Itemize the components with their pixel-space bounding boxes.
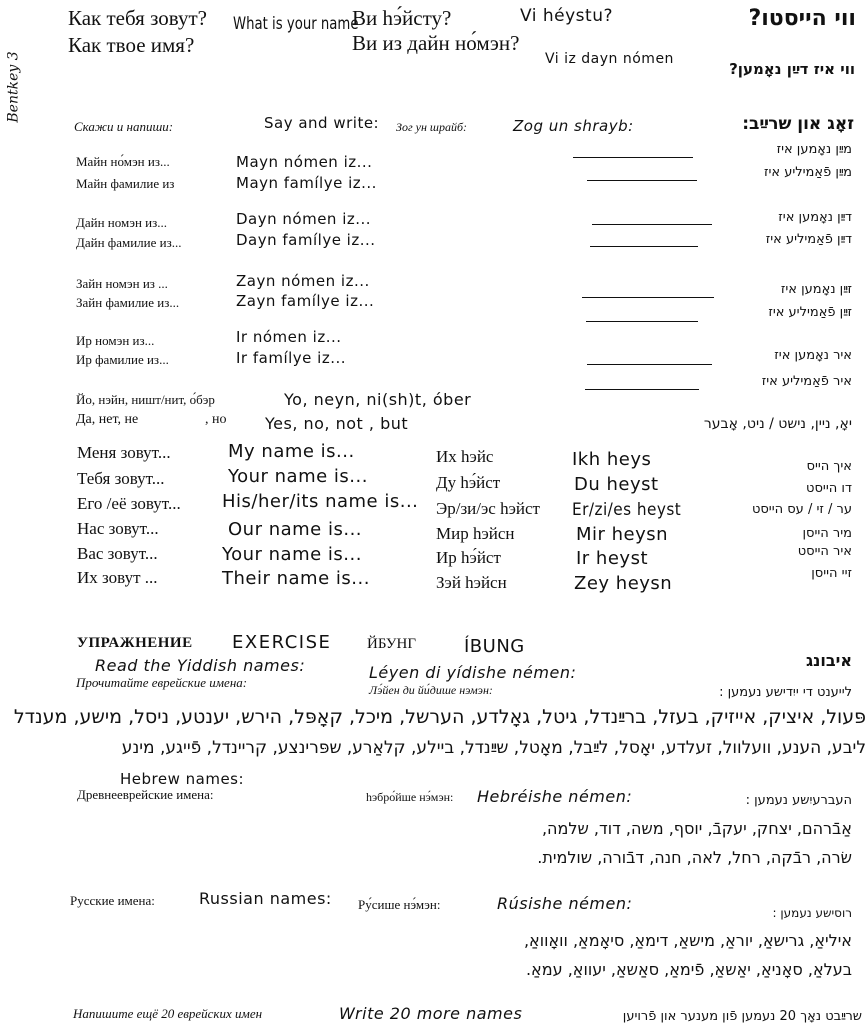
- header-yiddish-cyrillic-question-2: Ви из дайн но́мэн?: [352, 31, 520, 55]
- fill-blank-line[interactable]: [587, 180, 697, 181]
- conj-hebrew: איר הייסט: [797, 544, 852, 559]
- conj-translit: Zey heysn: [574, 573, 673, 594]
- yes-no-en: Yes, no, not , but: [265, 414, 409, 433]
- footer-ru: Напишите ещё 20 еврейских имен: [73, 1006, 263, 1021]
- header-translit-question-2: Vi iz dayn nómen: [545, 51, 674, 67]
- yiddish-names-line-2: ליבע, הענע, וועלוול, זעלדע, יאָסל, לײַבל, מאָטל, שײַנדל, ביילע, קלאַרע, שפּרינצע, קריינדל, פֿייגע, מינע: [121, 740, 866, 757]
- conj-en: Your name is...: [228, 466, 368, 487]
- yiddish-names-line-1: פּעול, איציק, אייזיק, בעזל, ברײַנדל, גיטל, גאָלדע, הערשל, מיכל, קאָפּל, הירש, יענטע, ניסל, מישע, מענדל: [13, 708, 866, 727]
- russian-names-en: Russian names:: [199, 889, 332, 908]
- fill-row-translit-familye: Ir famílye iz...: [236, 349, 346, 367]
- header-hebrew-question-1: ווי הייסטו?: [748, 6, 856, 31]
- conj-translit: Mir heysn: [576, 524, 669, 545]
- fill-row-ru-familye: Майн фамилие из: [76, 176, 175, 191]
- russian-names-hebrew: רוסישע נעמען :: [772, 906, 852, 920]
- conj-hebrew: זיי הייסן: [811, 566, 852, 581]
- conj-en: My name is...: [228, 441, 355, 462]
- yes-no-ru-but: , но: [205, 412, 227, 427]
- conj-en: Our name is...: [228, 519, 363, 540]
- conj-en: His/her/its name is...: [222, 491, 419, 512]
- exercise-heading-hebrew: איבונג: [805, 651, 852, 670]
- conj-cyr: Зэй hэйсн: [436, 573, 507, 592]
- hebrew-names-line-2: שׂרה, רבֿקה, רחל, לאה, חנה, דבֿורה, שולמית.: [537, 848, 852, 867]
- conj-hebrew: איך הייס: [806, 459, 852, 474]
- fill-row-ru-familye: Дайн фамилие из...: [76, 235, 182, 250]
- conj-cyr: Мир hэйсн: [436, 524, 515, 543]
- exercise-heading-translit: ÍBUNG: [464, 636, 525, 657]
- hebrew-names-hebrew: העברעיִשע נעמען :: [745, 793, 852, 808]
- fill-row-translit-nomen: Dayn nómen iz...: [236, 210, 372, 228]
- fill-blank-line[interactable]: [590, 246, 698, 247]
- say-write-translit: Zog un shrayb:: [513, 117, 634, 135]
- header-en-question: What is your name: [233, 14, 359, 34]
- footer-hebrew: שרײַבט נאָך 20 נעמען פֿון מענער און פֿרויען: [622, 1009, 862, 1024]
- hebrew-names-cyr: hэбро́йше нэ́мэн:: [366, 790, 454, 804]
- header-yiddish-cyrillic-question-1: Ви hэ́йсту?: [352, 6, 452, 30]
- exercise-heading-ru: УПРАЖНЕНИЕ: [77, 635, 193, 651]
- margin-handwritten-note: Bentkey 3: [5, 51, 22, 123]
- hebrew-names-ru: Древнееврейские имена:: [77, 787, 214, 802]
- fill-row-translit-familye: Zayn famílye iz...: [236, 292, 375, 310]
- conj-ru: Тебя зовут...: [77, 469, 165, 488]
- conj-hebrew: מיר הייסן: [802, 526, 852, 541]
- header-ru-question-2: Как твое имя?: [68, 33, 195, 57]
- header-hebrew-question-2: ווי איז דײַן נאָמען?: [729, 60, 855, 78]
- fill-row-hebrew-familye: מײַן פֿאַמיליע איז: [763, 165, 852, 180]
- read-names-hebrew: לייענט די ייִדישע נעמען :: [719, 685, 852, 700]
- fill-row-translit-nomen: Zayn nómen iz...: [236, 272, 370, 290]
- conj-hebrew: ער / זי / עס הייסט: [751, 502, 852, 517]
- header-translit-question-1: Vi héystu?: [520, 6, 613, 26]
- conj-translit: Ir heyst: [576, 548, 649, 569]
- say-write-ru: Скажи и напиши:: [74, 119, 174, 134]
- yes-no-translit: Yo, neyn, ni(sh)t, óber: [284, 390, 472, 409]
- russian-names-translit: Rúsishe némen:: [497, 894, 633, 913]
- hebrew-names-line-1: אַבֿרהם, יצחק, יעקבֿ, יוסף, משה, דוד, שלמה,: [541, 819, 852, 838]
- fill-row-hebrew-familye: דײַן פֿאַמיליע איז: [765, 232, 852, 247]
- exercise-heading-en: EXERCISE: [232, 632, 332, 653]
- exercise-heading-cyr: ЙБУНГ: [367, 636, 417, 652]
- fill-row-ru-familye: Ир фамилие из...: [76, 352, 169, 367]
- fill-row-hebrew-nomen: דײַן נאָמען איז: [778, 210, 852, 225]
- read-names-cyr: Лэ́йен ди йи́дише нэмэн:: [369, 683, 493, 697]
- say-write-en: Say and write:: [264, 114, 380, 132]
- fill-row-translit-familye: Dayn famílye iz...: [236, 231, 376, 249]
- fill-blank-line[interactable]: [585, 389, 699, 390]
- header-ru-question-1: Как тебя зовут?: [68, 6, 207, 30]
- conj-cyr: Эр/зи/эс hэйст: [436, 499, 540, 518]
- read-names-translit: Léyen di yídishe némen:: [369, 663, 577, 682]
- fill-blank-line[interactable]: [573, 157, 693, 158]
- conj-translit: Er/zi/es heyst: [572, 500, 682, 520]
- conj-ru: Нас зовут...: [77, 519, 159, 538]
- fill-row-hebrew-familye: איר פֿאַמיליע איז: [761, 374, 852, 389]
- hebrew-names-translit: Hebréishe némen:: [477, 787, 633, 806]
- russian-names-line-2: בעלאַ, סאָניאַ, יאַשאַ, פֿימאַ, סאַשאַ, יעוואַ, עמאַ.: [525, 960, 852, 979]
- fill-row-translit-nomen: Ir nómen iz...: [236, 328, 342, 346]
- yes-no-ru: Да, нет, не: [76, 412, 139, 427]
- fill-blank-line[interactable]: [587, 364, 712, 365]
- fill-row-ru-nomen: Ир номэн из...: [76, 333, 155, 348]
- fill-row-ru-nomen: Зайн номэн из ...: [76, 276, 168, 291]
- conj-cyr: Ду hэ́йст: [436, 473, 501, 492]
- fill-row-hebrew-nomen: מײַן נאָמען איז: [776, 142, 852, 157]
- fill-row-hebrew-familye: זײַן פֿאַמיליע איז: [768, 305, 852, 320]
- footer-en: Write 20 more names: [339, 1004, 523, 1023]
- conj-en: Their name is...: [222, 568, 370, 589]
- conj-ru: Их зовут ...: [77, 568, 158, 587]
- fill-row-ru-nomen: Дайн номэн из...: [76, 215, 168, 230]
- fill-blank-line[interactable]: [582, 297, 714, 298]
- fill-row-translit-familye: Mayn famílye iz...: [236, 174, 377, 192]
- read-names-ru: Прочитайте еврейские имена:: [76, 675, 248, 690]
- yes-no-yiddish-cyrillic: Йо, нэйн, ништ/нит, о́бэр: [76, 392, 215, 407]
- conj-cyr: Их hэйс: [436, 447, 494, 466]
- conj-ru: Его /её зовут...: [77, 494, 181, 513]
- fill-row-translit-nomen: Mayn nómen iz...: [236, 153, 373, 171]
- conj-cyr: Ир hэ́йст: [436, 548, 501, 567]
- conj-en: Your name is...: [222, 544, 362, 565]
- fill-row-ru-nomen: Майн но́мэн из...: [76, 154, 170, 169]
- russian-names-cyr: Ру́сише нэ́мэн:: [358, 897, 441, 912]
- fill-blank-line[interactable]: [586, 321, 698, 322]
- conj-ru: Вас зовут...: [77, 544, 158, 563]
- yes-no-hebrew: יאָ, ניין, נישט / ניט, אָבער: [703, 416, 852, 432]
- fill-blank-line[interactable]: [592, 224, 712, 225]
- hebrew-names-en: Hebrew names:: [120, 770, 245, 788]
- fill-row-ru-familye: Зайн фамилие из...: [76, 295, 180, 310]
- russian-names-ru: Русские имена:: [70, 893, 155, 908]
- conj-translit: Ikh heys: [572, 449, 652, 470]
- conj-translit: Du heyst: [574, 474, 659, 495]
- say-write-cyr: Зог ун шрайб:: [396, 120, 467, 134]
- conj-hebrew: דו הייסט: [806, 481, 852, 496]
- read-names-en: Read the Yiddish names:: [95, 656, 306, 675]
- conj-ru: Меня зовут...: [77, 443, 171, 462]
- say-write-hebrew: זאָג און שרײַב:: [742, 114, 854, 134]
- russian-names-line-1: איליאַ, גרישאַ, יוראַ, מישאַ, דימאַ, סיאָמאַ, וואָוואַ,: [523, 931, 852, 950]
- fill-row-hebrew-nomen: איר נאָמען איז: [774, 348, 852, 363]
- fill-row-hebrew-nomen: זײַן נאָמען איז: [780, 282, 852, 297]
